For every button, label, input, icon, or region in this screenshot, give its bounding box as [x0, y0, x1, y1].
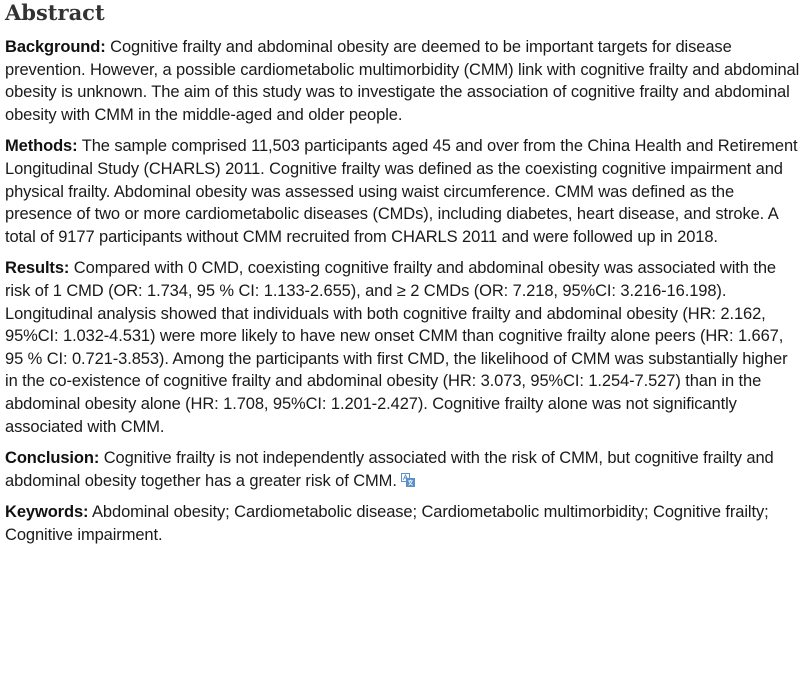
- conclusion-text: Cognitive frailty is not independently associated with the risk of CMM, but cognitive frailty and abdominal obesity together has a greater risk of CMM.: [5, 449, 774, 490]
- background-text: Cognitive frailty and abdominal obesity are deemed to be important targets for disease prevention. However, a possible cardiometabolic multimorbidity (CMM) link with cognitive frailty and abdominal obesity is unknown. The aim of this study was to investigate the association of cognitive frailty and abdominal obesity with CMM in the middle-aged and older people.: [5, 38, 800, 124]
- results-label: Results:: [5, 259, 70, 278]
- background-paragraph: [5, 36, 800, 126]
- abstract-heading: Abstract: [5, 0, 105, 25]
- methods-text: The sample comprised 11,503 participants aged 45 and over from the China Health and Retirement Longitudinal Study (CHARLS) 2011. Cognitive frailty was defined as the coexisting cognitive impairment and physical frailty. Abdominal obesity was assessed using waist circumference. CMM was defined as the presence of two or more cardiometabolic diseases (CMDs), including diabetes, heart disease, and stroke. A total of 9177 participants without CMM recruited from CHARLS 2011 and were followed up in 2018.: [5, 137, 798, 246]
- conclusion-label: Conclusion:: [5, 449, 100, 468]
- background-label: Background:: [5, 38, 106, 56]
- abstract-section: [5, 0, 800, 546]
- conclusion-paragraph: [5, 447, 800, 492]
- results-text: Compared with 0 CMD, coexisting cognitive frailty and abdominal obesity was associated with the risk of 1 CMD (OR: 1.734, 95 % CI: 1.133-2.655), and ≥ 2 CMDs (OR: 7.218, 95%CI: 3.216-16.198). Longitudinal analysis showed that individuals with both cognitive frailty and abdominal obesity (HR: 2.162, 95%CI: 1.032-4.531) were more likely to have new onset CMM than cognitive frailty alone peers (HR: 1.667, 95 % CI: 0.721-3.853). Among the participants with first CMD, the likelihood of CMM was substantially higher in the co-existence of cognitive frailty and abdominal obesity (HR: 3.073, 95%CI: 1.254-7.527) than in the abdominal obesity alone (HR: 1.708, 95%CI: 1.201-2.427). Cognitive frailty alone was not significantly associated with CMM.: [5, 259, 788, 436]
- translate-icon[interactable]: [401, 471, 415, 485]
- methods-paragraph: [5, 135, 800, 248]
- keywords-paragraph: [5, 501, 800, 546]
- keywords-label: Keywords:: [5, 503, 89, 522]
- results-paragraph: [5, 257, 800, 438]
- methods-label: Methods:: [5, 137, 78, 156]
- keywords-text: Abdominal obesity; Cardiometabolic disease; Cardiometabolic multimorbidity; Cognitive frailty; Cognitive impairment.: [5, 503, 769, 544]
